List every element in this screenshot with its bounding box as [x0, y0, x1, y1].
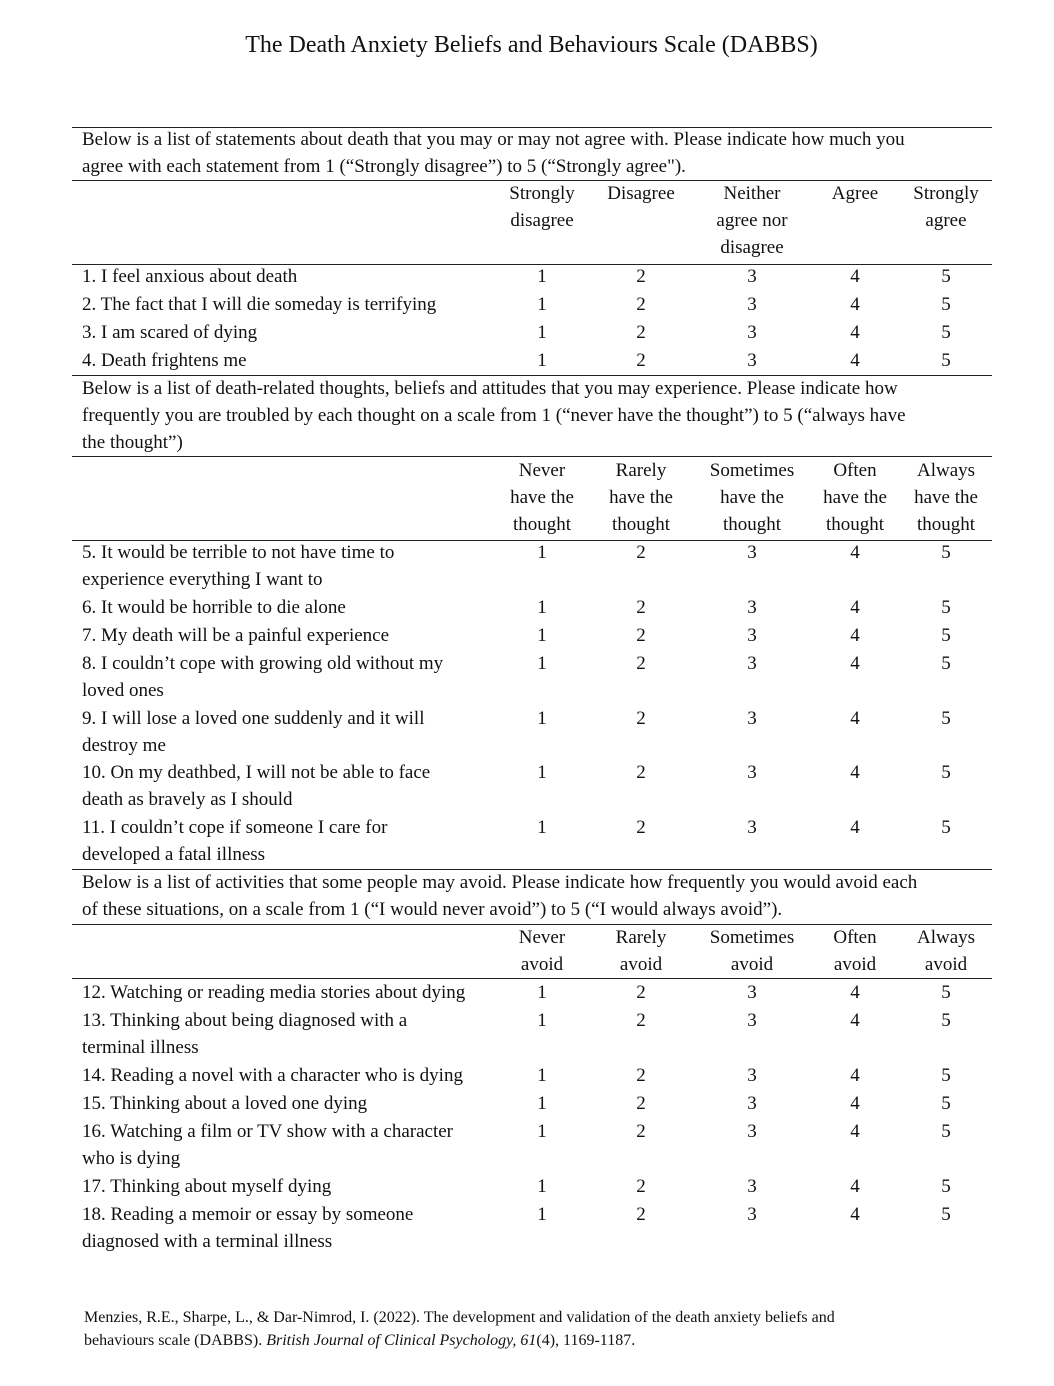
- item-statement-line: 11. I couldn’t cope if someone I care for: [82, 817, 388, 838]
- item-statement-line: experience everything I want to: [82, 569, 323, 590]
- rating-option: 5: [941, 1010, 951, 1031]
- scale-header-line: thought: [722, 514, 782, 535]
- scale-header-line: thought: [512, 514, 572, 535]
- rating-option: 3: [747, 708, 757, 729]
- item-statement-line: 6. It would be horrible to die alone: [82, 597, 346, 618]
- rating-option: 2: [636, 266, 646, 287]
- item-statement-line: 5. It would be terrible to not have time to: [82, 542, 395, 563]
- rating-option: 5: [941, 322, 951, 343]
- item-statement: [82, 979, 502, 1006]
- rating-option: 2: [636, 1176, 646, 1197]
- scale-header-line: disagree: [720, 237, 784, 258]
- scale-header-label: [692, 924, 812, 978]
- scale-header-line: Disagree: [607, 183, 675, 204]
- scale-header-label: [692, 457, 812, 538]
- rating-option: 2: [636, 1065, 646, 1086]
- rating-option: 3: [747, 542, 757, 563]
- item-statement-line: loved ones: [82, 680, 164, 701]
- item-statement: [82, 1090, 502, 1117]
- rating-option: 1: [537, 653, 547, 674]
- rating-option: 4: [850, 1204, 860, 1225]
- rating-option: 1: [537, 1065, 547, 1086]
- item-statement-line: who is dying: [82, 1148, 181, 1169]
- rating-option: 1: [537, 542, 547, 563]
- rating-option: 2: [636, 322, 646, 343]
- scale-header-line: Never: [518, 460, 566, 481]
- scale-header-line: avoid: [730, 954, 774, 975]
- rating-option: 4: [850, 350, 860, 371]
- rating-option: 3: [747, 982, 757, 1003]
- section-instructions: [82, 375, 982, 456]
- rating-option: 5: [941, 350, 951, 371]
- rating-option: 2: [636, 350, 646, 371]
- rating-option: 3: [747, 762, 757, 783]
- citation: [84, 1306, 984, 1352]
- scale-header-line: Never: [518, 927, 566, 948]
- instruction-line: the thought”): [82, 432, 183, 453]
- rating-option: 1: [537, 1176, 547, 1197]
- rating-option: 3: [747, 1093, 757, 1114]
- scale-header-line: Sometimes: [709, 460, 795, 481]
- rating-option: 3: [747, 1121, 757, 1142]
- item-statement-line: terminal illness: [82, 1037, 199, 1058]
- rating-option: 5: [941, 653, 951, 674]
- rating-option: 4: [850, 294, 860, 315]
- item-statement-line: 4. Death frightens me: [82, 350, 247, 371]
- rating-option: 5: [941, 1176, 951, 1197]
- item-statement: [82, 622, 502, 649]
- scale-header-label: [581, 457, 701, 538]
- instruction-line: agree with each statement from 1 (“Strongly disagree”) to 5 (“Strongly agree").: [82, 156, 686, 177]
- rating-option: 1: [537, 1093, 547, 1114]
- rating-option: 1: [537, 817, 547, 838]
- scale-header-line: avoid: [833, 954, 877, 975]
- item-statement-line: death as bravely as I should: [82, 789, 293, 810]
- rating-option: 2: [636, 1204, 646, 1225]
- item-statement-line: 7. My death will be a painful experience: [82, 625, 390, 646]
- rating-option: 2: [636, 653, 646, 674]
- citation-authors: Menzies, R.E., Sharpe, L., & Dar-Nimrod, I. (2022). The development and validation of the death anxiety beliefs and: [84, 1309, 835, 1326]
- rating-option: 2: [636, 1121, 646, 1142]
- rating-option: 4: [850, 1065, 860, 1086]
- rating-option: 5: [941, 1121, 951, 1142]
- rating-option: 4: [850, 762, 860, 783]
- rating-option: 2: [636, 762, 646, 783]
- scale-header-line: Often: [833, 927, 877, 948]
- scale-header-line: Rarely: [615, 927, 667, 948]
- rating-option: 2: [636, 625, 646, 646]
- item-statement: [82, 347, 502, 374]
- item-statement: [82, 539, 502, 593]
- item-statement-line: 16. Watching a film or TV show with a character: [82, 1121, 453, 1142]
- scale-header-line: have the: [510, 487, 574, 508]
- item-statement-line: 13. Thinking about being diagnosed with a: [82, 1010, 408, 1031]
- scale-header-label: [581, 180, 701, 207]
- rating-option: 2: [636, 1010, 646, 1031]
- rating-option: 1: [537, 597, 547, 618]
- rating-option: 1: [537, 1121, 547, 1142]
- rating-option: 3: [747, 653, 757, 674]
- rating-option: 4: [850, 1010, 860, 1031]
- rating-option: 3: [747, 1065, 757, 1086]
- item-statement-line: 8. I couldn’t cope with growing old without my: [82, 653, 444, 674]
- item-statement-line: 12. Watching or reading media stories about dying: [82, 982, 466, 1003]
- rating-option: 4: [850, 817, 860, 838]
- item-statement-line: 9. I will lose a loved one suddenly and it will: [82, 708, 425, 729]
- scale-header-line: have the: [823, 487, 887, 508]
- rating-option: 4: [850, 542, 860, 563]
- item-statement: [82, 1007, 502, 1061]
- rating-option: 2: [636, 982, 646, 1003]
- page-title: The Death Anxiety Beliefs and Behaviours Scale (DABBS): [245, 32, 818, 58]
- rating-option: 3: [747, 266, 757, 287]
- item-statement-line: diagnosed with a terminal illness: [82, 1231, 333, 1252]
- rating-option: 5: [941, 762, 951, 783]
- scale-header-label: [886, 180, 1006, 234]
- rating-option: 4: [850, 266, 860, 287]
- scale-header-label: [886, 457, 1006, 538]
- scale-header-line: Always: [916, 927, 976, 948]
- rating-option: 1: [537, 294, 547, 315]
- rating-option: 4: [850, 1176, 860, 1197]
- instruction-line: frequently you are troubled by each thought on a scale from 1 (“never have the thought”) to 5 (“always have: [82, 405, 906, 426]
- instruction-line: Below is a list of death-related thoughts, beliefs and attitudes that you may experience. Please indicate how: [82, 378, 898, 399]
- scale-header-label: [886, 924, 1006, 978]
- scale-header-line: avoid: [520, 954, 564, 975]
- instruction-line: of these situations, on a scale from 1 (“I would never avoid”) to 5 (“I would always avoid”).: [82, 899, 783, 920]
- item-statement: [82, 319, 502, 346]
- rating-option: 4: [850, 1093, 860, 1114]
- item-statement: [82, 1062, 502, 1089]
- rating-option: 5: [941, 542, 951, 563]
- rating-option: 4: [850, 653, 860, 674]
- scale-header-line: Sometimes: [709, 927, 795, 948]
- item-statement: [82, 705, 502, 759]
- rating-option: 5: [941, 1093, 951, 1114]
- rating-option: 5: [941, 625, 951, 646]
- scale-header-line: avoid: [924, 954, 968, 975]
- scale-header-line: agree: [925, 210, 967, 231]
- scale-header-line: Neither: [723, 183, 781, 204]
- scale-header-line: have the: [914, 487, 978, 508]
- rating-option: 1: [537, 1010, 547, 1031]
- item-statement-line: 15. Thinking about a loved one dying: [82, 1093, 368, 1114]
- item-statement-line: 3. I am scared of dying: [82, 322, 258, 343]
- instruction-line: Below is a list of activities that some people may avoid. Please indicate how frequently you would avoid each: [82, 872, 918, 893]
- scale-header-line: have the: [720, 487, 784, 508]
- item-statement-line: 10. On my deathbed, I will not be able to face: [82, 762, 431, 783]
- rating-option: 3: [747, 625, 757, 646]
- item-statement: [82, 594, 502, 621]
- rating-option: 3: [747, 1204, 757, 1225]
- rating-option: 1: [537, 982, 547, 1003]
- item-statement: [82, 1201, 502, 1255]
- rating-option: 3: [747, 350, 757, 371]
- rating-option: 3: [747, 1176, 757, 1197]
- rating-option: 4: [850, 982, 860, 1003]
- item-statement: [82, 263, 502, 290]
- scale-header-line: Agree: [831, 183, 879, 204]
- section-instructions: [82, 126, 982, 180]
- rating-option: 4: [850, 1121, 860, 1142]
- rating-option: 5: [941, 982, 951, 1003]
- citation-journal: British Journal of Clinical Psychology, 61: [266, 1332, 537, 1349]
- rating-option: 2: [636, 294, 646, 315]
- rating-option: 3: [747, 1010, 757, 1031]
- citation-article-title: behaviours scale (DABBS).: [84, 1332, 263, 1349]
- rating-option: 1: [537, 1204, 547, 1225]
- scale-header-line: thought: [916, 514, 976, 535]
- rating-option: 4: [850, 625, 860, 646]
- scale-header-line: Always: [916, 460, 976, 481]
- item-statement: [82, 759, 502, 813]
- instruction-line: Below is a list of statements about death that you may or may not agree with. Please indicate how much you: [82, 129, 905, 150]
- item-statement: [82, 291, 502, 318]
- rating-option: 1: [537, 762, 547, 783]
- rating-option: 2: [636, 597, 646, 618]
- item-statement: [82, 650, 502, 704]
- rating-option: 4: [850, 597, 860, 618]
- rating-option: 1: [537, 322, 547, 343]
- scale-header-line: Strongly: [913, 183, 979, 204]
- scale-header-line: Strongly: [509, 183, 575, 204]
- rating-option: 1: [537, 350, 547, 371]
- rating-option: 1: [537, 708, 547, 729]
- scale-header-line: avoid: [619, 954, 663, 975]
- scale-header-line: Often: [833, 460, 877, 481]
- rating-option: 5: [941, 266, 951, 287]
- item-statement-line: developed a fatal illness: [82, 844, 266, 865]
- scale-header-line: disagree: [510, 210, 574, 231]
- item-statement: [82, 1173, 502, 1200]
- citation-issue-pages: (4), 1169-1187.: [536, 1332, 636, 1349]
- rating-option: 2: [636, 542, 646, 563]
- rating-option: 5: [941, 817, 951, 838]
- item-statement-line: destroy me: [82, 735, 166, 756]
- item-statement-line: 18. Reading a memoir or essay by someone: [82, 1204, 414, 1225]
- rating-option: 4: [850, 708, 860, 729]
- rating-option: 3: [747, 322, 757, 343]
- rating-option: 5: [941, 294, 951, 315]
- scale-header-label: [692, 180, 812, 261]
- rating-option: 3: [747, 597, 757, 618]
- scale-header-line: thought: [825, 514, 885, 535]
- section-instructions: [82, 869, 982, 923]
- rating-option: 2: [636, 1093, 646, 1114]
- item-statement-line: 14. Reading a novel with a character who is dying: [82, 1065, 463, 1086]
- rating-option: 2: [636, 708, 646, 729]
- scale-header-label: [581, 924, 701, 978]
- rating-option: 4: [850, 322, 860, 343]
- rating-option: 1: [537, 625, 547, 646]
- rating-option: 5: [941, 1065, 951, 1086]
- scale-header-line: agree nor: [716, 210, 788, 231]
- rating-option: 5: [941, 708, 951, 729]
- rating-option: 2: [636, 817, 646, 838]
- rating-option: 5: [941, 1204, 951, 1225]
- item-statement: [82, 1118, 502, 1172]
- rating-option: 1: [537, 266, 547, 287]
- scale-header-line: Rarely: [615, 460, 667, 481]
- item-statement-line: 17. Thinking about myself dying: [82, 1176, 332, 1197]
- item-statement: [82, 814, 502, 868]
- item-statement-line: 2. The fact that I will die someday is terrifying: [82, 294, 437, 315]
- scale-header-line: have the: [609, 487, 673, 508]
- rating-option: 3: [747, 294, 757, 315]
- scale-header-line: thought: [611, 514, 671, 535]
- rating-option: 5: [941, 597, 951, 618]
- rating-option: 3: [747, 817, 757, 838]
- item-statement-line: 1. I feel anxious about death: [82, 266, 298, 287]
